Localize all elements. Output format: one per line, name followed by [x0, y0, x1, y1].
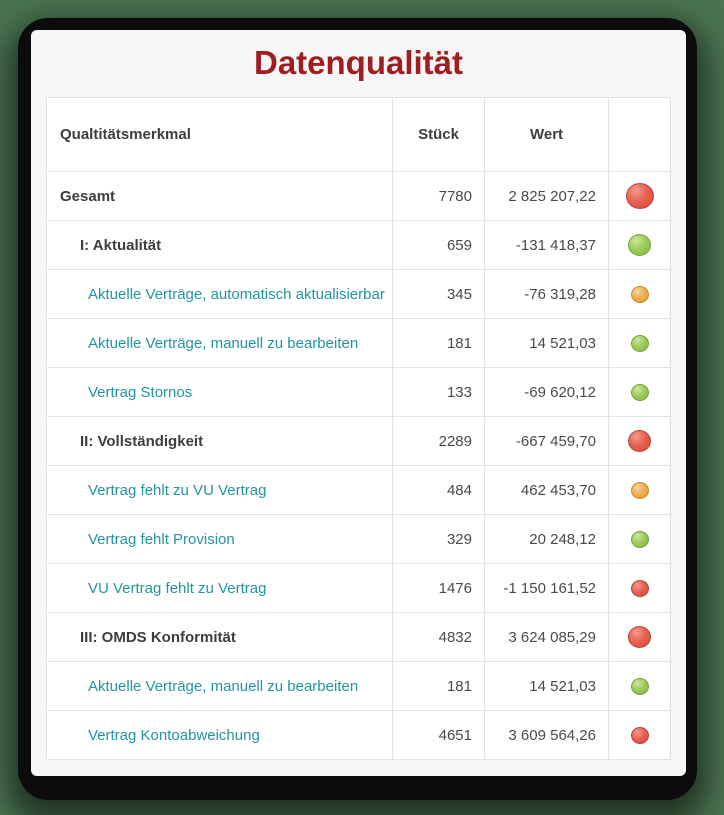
status-green-icon — [628, 234, 651, 256]
table-row — [47, 564, 671, 613]
row-wert-value: 14 521,03 — [485, 319, 609, 368]
data-quality-table — [46, 97, 671, 760]
status-green-icon — [631, 678, 649, 695]
status-green-icon — [631, 384, 649, 401]
table-row — [47, 270, 671, 319]
row-stueck-value: 4651 — [393, 711, 485, 760]
row-stueck-value: 484 — [393, 466, 485, 515]
row-wert-value: 3 624 085,29 — [485, 613, 609, 662]
row-stueck-value: 7780 — [393, 172, 485, 221]
row-stueck-value: 2289 — [393, 417, 485, 466]
status-orange-icon — [631, 482, 649, 499]
row-stueck-value: 345 — [393, 270, 485, 319]
page-title: Datenqualität — [253, 44, 464, 81]
table-body — [47, 172, 671, 760]
row-link[interactable]: Vertrag Kontoabweichung — [88, 726, 260, 744]
row-wert-value: -76 319,28 — [485, 270, 609, 319]
table-row — [47, 172, 671, 221]
row-label: I: Aktualität — [80, 236, 162, 254]
status-green-icon — [631, 531, 649, 548]
table-header — [47, 98, 671, 172]
row-wert-value: -131 418,37 — [485, 221, 609, 270]
report-page — [31, 30, 686, 776]
table-row — [47, 417, 671, 466]
row-link[interactable]: VU Vertrag fehlt zu Vertrag — [88, 579, 267, 597]
row-wert-value: 14 521,03 — [485, 662, 609, 711]
row-link[interactable]: Aktuelle Verträge, automatisch aktualisierbar — [88, 285, 385, 303]
row-label: Gesamt — [60, 187, 116, 205]
header-qualitaetsmerkmal: Qualtitätsmerkmal — [47, 98, 393, 172]
table-row — [47, 515, 671, 564]
status-red-icon — [628, 430, 651, 452]
row-wert-value: 462 453,70 — [485, 466, 609, 515]
row-wert-value: -69 620,12 — [485, 368, 609, 417]
row-wert-value: 20 248,12 — [485, 515, 609, 564]
row-stueck-value: 181 — [393, 319, 485, 368]
table-row — [47, 319, 671, 368]
row-label: II: Vollständigkeit — [80, 432, 204, 450]
row-label: III: OMDS Konformität — [80, 628, 236, 646]
table-header-row — [47, 98, 671, 172]
row-link[interactable]: Aktuelle Verträge, manuell zu bearbeiten — [88, 334, 359, 352]
table-row — [47, 221, 671, 270]
status-green-icon — [631, 335, 649, 352]
status-red-icon — [626, 183, 654, 209]
row-stueck-value: 1476 — [393, 564, 485, 613]
row-wert-value: 3 609 564,26 — [485, 711, 609, 760]
status-red-icon — [631, 727, 649, 744]
table-row — [47, 368, 671, 417]
row-wert-value: -667 459,70 — [485, 417, 609, 466]
row-link[interactable]: Vertrag Stornos — [88, 383, 193, 401]
table-row — [47, 662, 671, 711]
header-wert: Wert — [485, 98, 609, 172]
row-stueck-value: 4832 — [393, 613, 485, 662]
row-link[interactable]: Vertrag fehlt Provision — [88, 530, 235, 548]
table-row — [47, 711, 671, 760]
header-stueck: Stück — [393, 98, 485, 172]
row-link[interactable]: Vertrag fehlt zu VU Vertrag — [88, 481, 267, 499]
row-stueck-value: 329 — [393, 515, 485, 564]
row-wert-value: 2 825 207,22 — [485, 172, 609, 221]
row-wert-value: -1 150 161,52 — [485, 564, 609, 613]
table-row — [47, 466, 671, 515]
status-orange-icon — [631, 286, 649, 303]
window-frame — [18, 18, 697, 800]
status-red-icon — [628, 626, 651, 648]
row-stueck-value: 133 — [393, 368, 485, 417]
row-stueck-value: 659 — [393, 221, 485, 270]
status-red-icon — [631, 580, 649, 597]
table-row — [47, 613, 671, 662]
row-link[interactable]: Aktuelle Verträge, manuell zu bearbeiten — [88, 677, 359, 695]
header-status — [609, 98, 671, 172]
row-stueck-value: 181 — [393, 662, 485, 711]
